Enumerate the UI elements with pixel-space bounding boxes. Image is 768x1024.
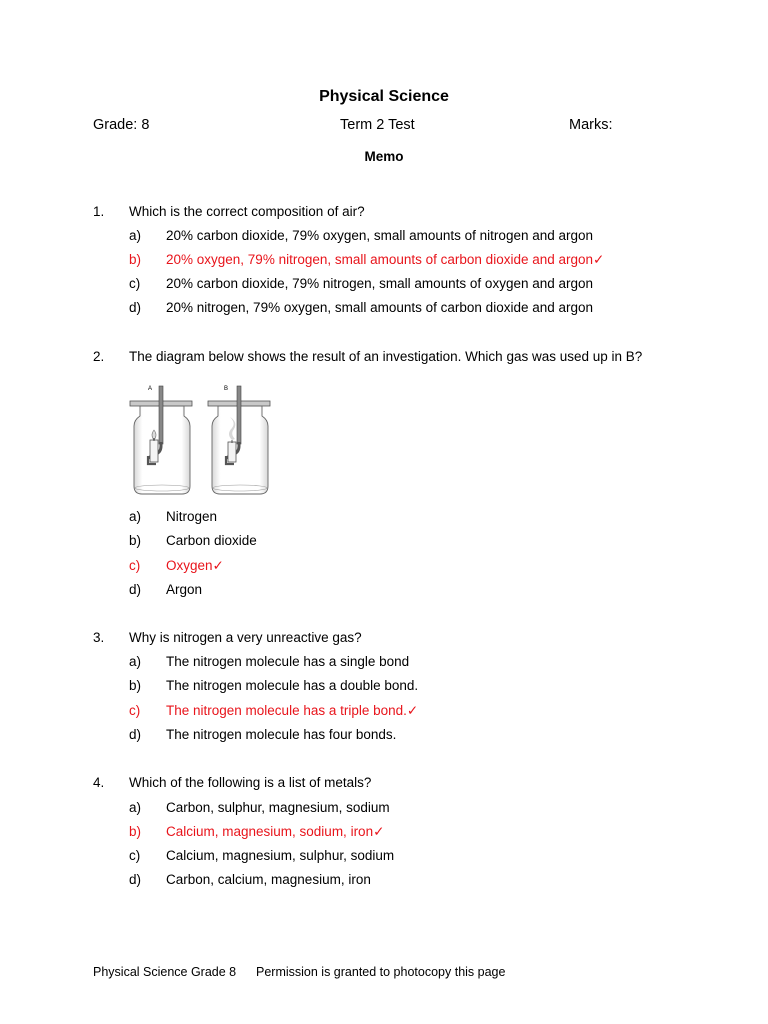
- option-text: Calcium, magnesium, sodium, iron: [166, 824, 374, 839]
- check-mark-icon: ✓: [212, 558, 224, 573]
- jar-b-label: B: [224, 386, 229, 392]
- option-letter: a): [129, 228, 142, 243]
- question-text: Which is the correct composition of air?: [129, 204, 365, 219]
- option-text: Oxygen: [166, 558, 213, 573]
- term-label: Term 2 Test: [340, 117, 415, 133]
- option-letter: c): [129, 558, 141, 573]
- option-letter: c): [129, 703, 141, 718]
- option-text: 20% nitrogen, 79% oxygen, small amounts of carbon dioxide and argon: [166, 300, 594, 315]
- option-text: Argon: [166, 582, 203, 597]
- option-letter: d): [129, 727, 142, 742]
- option-text: Calcium, magnesium, sulphur, sodium: [166, 848, 395, 863]
- marks-label: Marks:: [569, 117, 613, 133]
- jar-a-label: A: [148, 386, 153, 392]
- gas-jars-diagram: [126, 380, 286, 498]
- option-text: Carbon, calcium, magnesium, iron: [166, 872, 371, 887]
- question-text: Why is nitrogen a very unreactive gas?: [129, 630, 362, 645]
- option-letter: a): [129, 509, 142, 524]
- option-text: 20% oxygen, 79% nitrogen, small amounts of carbon dioxide and argon: [166, 252, 594, 267]
- option-letter: d): [129, 872, 142, 887]
- option-text: 20% carbon dioxide, 79% nitrogen, small amounts of oxygen and argon: [166, 276, 594, 291]
- option-letter: b): [129, 533, 142, 548]
- option-letter: a): [129, 654, 142, 669]
- option-letter: d): [129, 300, 142, 315]
- jar-a: [130, 386, 192, 494]
- option-letter: b): [129, 252, 142, 267]
- memo-heading: Memo: [364, 149, 404, 164]
- question-text: The diagram below shows the result of an investigation. Which gas was used up in B?: [129, 349, 643, 364]
- option-letter: d): [129, 582, 142, 597]
- question-number: 2.: [93, 349, 105, 364]
- option-letter: a): [129, 800, 142, 815]
- question-number: 1.: [93, 204, 105, 219]
- option-letter: b): [129, 824, 142, 839]
- question-number: 4.: [93, 775, 105, 790]
- option-text: Carbon, sulphur, magnesium, sodium: [166, 800, 390, 815]
- question-text: Which of the following is a list of metals?: [129, 775, 372, 790]
- option-text: Nitrogen: [166, 509, 218, 524]
- check-mark-icon: ✓: [593, 252, 605, 267]
- footer-right: Permission is granted to photocopy this page: [256, 965, 506, 979]
- jar-b: [208, 386, 270, 494]
- option-letter: b): [129, 678, 142, 693]
- question-number: 3.: [93, 630, 105, 645]
- option-text: 20% carbon dioxide, 79% oxygen, small amounts of nitrogen and argon: [166, 228, 594, 243]
- option-letter: c): [129, 848, 141, 863]
- check-mark-icon: ✓: [373, 824, 385, 839]
- option-letter: c): [129, 276, 141, 291]
- option-text: The nitrogen molecule has a double bond.: [166, 678, 419, 693]
- option-text: The nitrogen molecule has a single bond: [166, 654, 410, 669]
- footer-left: Physical Science Grade 8: [93, 965, 237, 979]
- page-title: Physical Science: [319, 88, 449, 105]
- grade-label: Grade: 8: [93, 117, 150, 133]
- option-text: The nitrogen molecule has a triple bond.: [166, 703, 407, 718]
- option-text: The nitrogen molecule has four bonds.: [166, 727, 397, 742]
- option-text: Carbon dioxide: [166, 533, 257, 548]
- check-mark-icon: ✓: [406, 703, 419, 718]
